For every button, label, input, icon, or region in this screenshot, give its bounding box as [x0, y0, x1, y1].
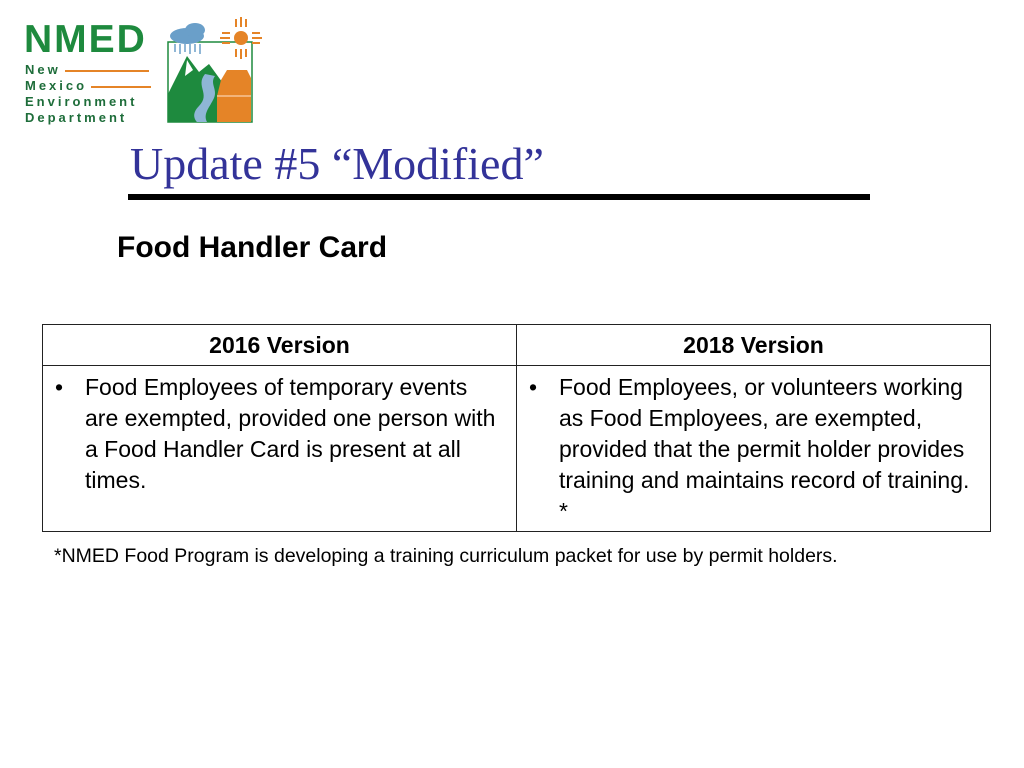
bullet-item [529, 372, 972, 527]
cell-2016-version [43, 366, 517, 532]
logo-words [25, 62, 151, 126]
bullet-text-2018: Food Employees, or volunteers working as Food Employees, are exempted, provided that the permit holder provides training and maintains record of training. * [559, 374, 970, 524]
logo-word-mexico: Mexico [25, 78, 151, 94]
table-row [43, 366, 991, 532]
comparison-table [42, 324, 991, 532]
nmed-logo [22, 14, 272, 126]
logo-landscape-icon [165, 14, 273, 126]
bullet-text-2016: Food Employees of temporary events are exempted, provided one person with a Food Handler Card is present at all times. [85, 374, 496, 493]
cell-2018-version [517, 366, 991, 532]
bullet-item [55, 372, 498, 496]
logo-word-department: Department [25, 110, 128, 125]
slide-title: Update #5 “Modified” [130, 138, 544, 189]
column-header-2018: 2018 Version [517, 325, 991, 366]
logo-word-new: New [25, 62, 151, 78]
bullet-dot: • [55, 374, 64, 400]
logo-acronym: NMED [24, 18, 147, 61]
table-header-row [43, 325, 991, 366]
footnote: *NMED Food Program is developing a training curriculum packet for use by permit holders. [54, 545, 838, 567]
title-underline [128, 194, 870, 200]
logo-word-environment: Environment [25, 94, 138, 109]
slide-subtitle: Food Handler Card [117, 231, 388, 264]
column-header-2016: 2016 Version [43, 325, 517, 366]
bullet-dot: • [529, 374, 538, 400]
